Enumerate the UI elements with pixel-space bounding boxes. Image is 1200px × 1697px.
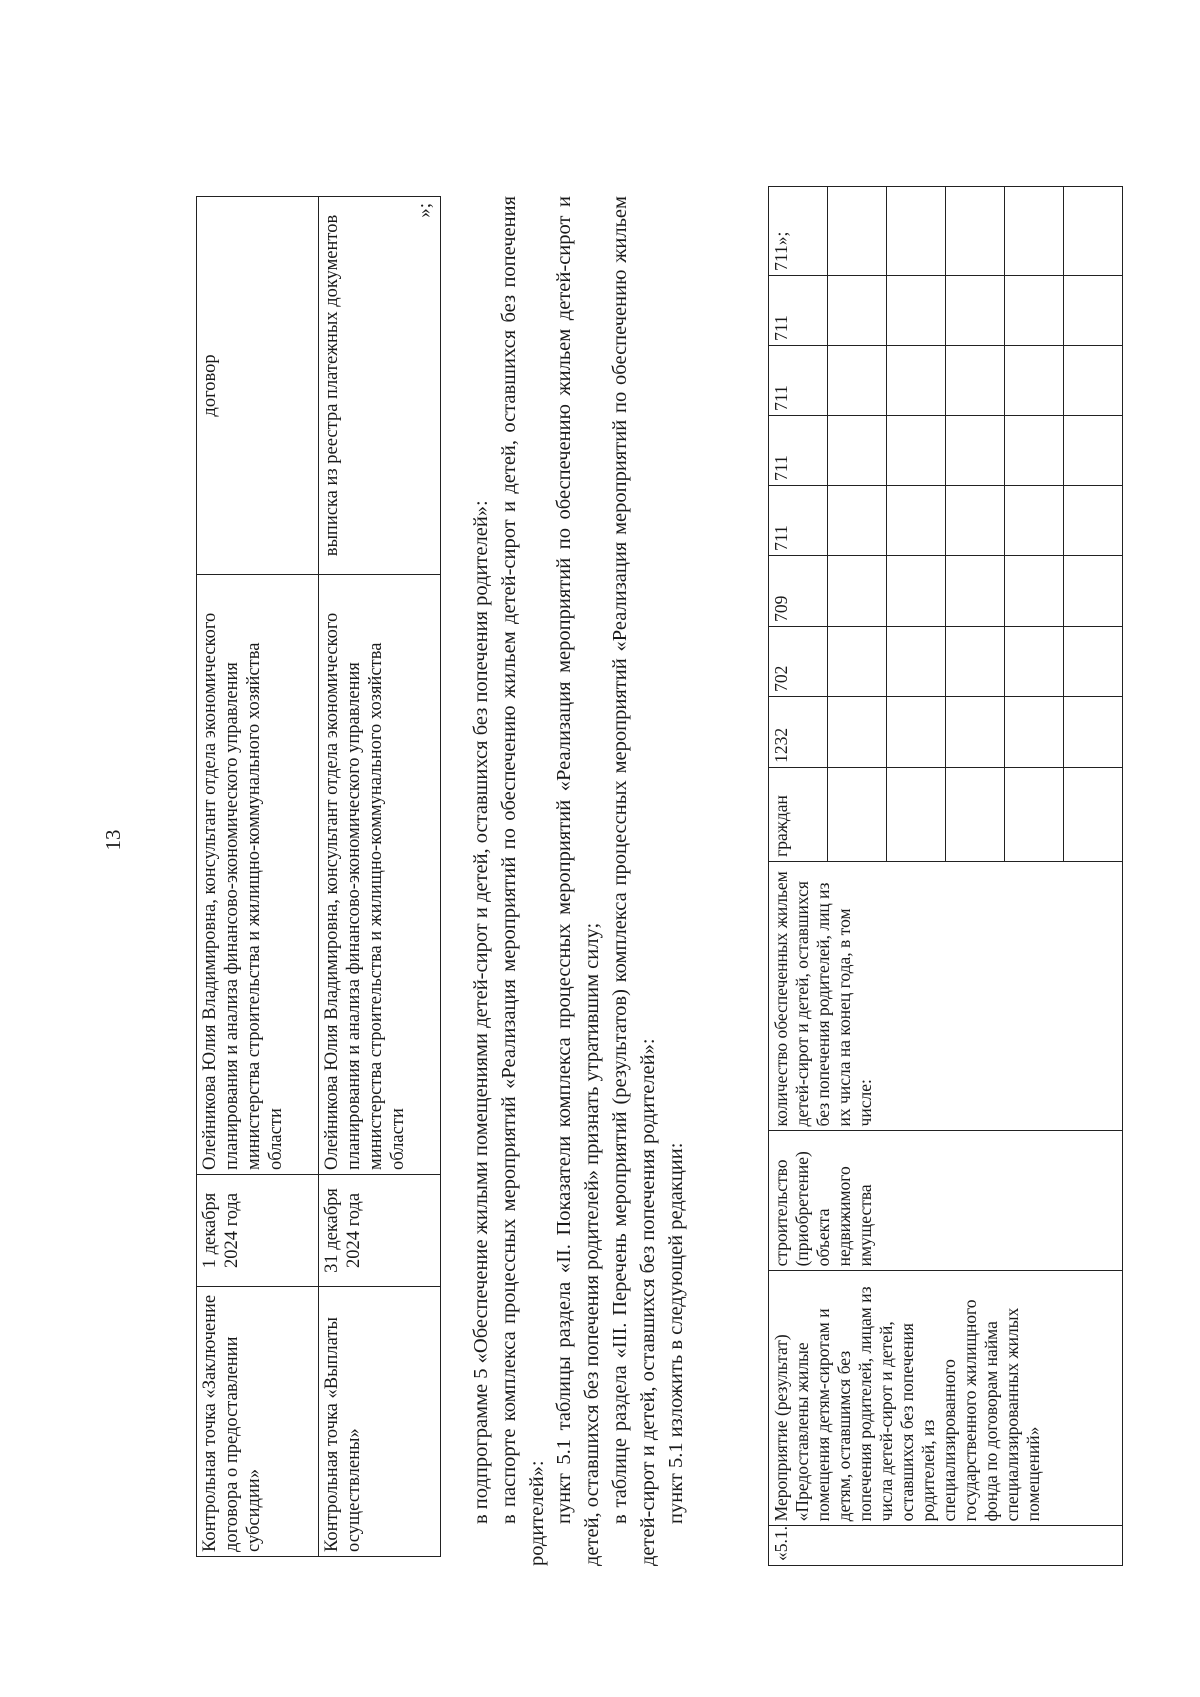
activity-indicator: количество обеспеченных жильем детей-сирот и детей, оставшихся без попечения родителей, лиц из их числа на конец года, в том числе: — [769, 861, 1123, 1131]
activity-table — [768, 186, 1123, 1566]
activity-type: строительство (приобретение) объекта недвижимого имущества — [769, 1131, 1123, 1271]
control-points-table — [196, 196, 441, 1557]
activity-title: Мероприятие (результат) «Предоставлены жилые помещения детям-сиротам и детям, оставшимся без попечения родителей, лицам из числа детей-сирот и детей, оставшихся без попечения родителей, из специализированного государственного жилищного фонда по договорам найма специализированных жилых помещений» — [769, 1271, 1123, 1526]
document-value: выписка из реестра платежных документов — [322, 214, 342, 557]
control-point-responsible: Олейникова Юлия Владимировна, консультант отдела экономического планирования и анализа финансово-экономического управления министерства строительства и жилищно-коммунального хозяйства области — [319, 575, 441, 1175]
activity-value: 711 — [769, 275, 828, 345]
paragraph: пункт 5.1 таблицы раздела «II. Показатели комплекса процессных мероприятий «Реализация мероприятий по обеспечению жильем детей-сирот и детей, оставшихся без попечения родителей» признать утратившим силу; — [553, 196, 604, 1566]
activity-unit: граждан — [769, 767, 828, 861]
activity-value: 1232 — [769, 696, 828, 767]
activity-value: 711 — [769, 415, 828, 485]
control-point-date: 31 декабря 2024 года — [319, 1175, 441, 1287]
paragraph: в паспорте комплекса процессных мероприятий «Реализация мероприятий по обеспечению жильем детей-сирот и детей, оставшихся без попечения родителей»: — [497, 196, 548, 1566]
table-close-quote: »; — [414, 203, 435, 218]
paragraph: пункт 5.1 изложить в следующей редакции: — [664, 1142, 687, 1524]
control-point-name: Контрольная точка «Заключение договора о предоставлении субсидии» — [197, 1287, 319, 1557]
activity-value: 702 — [769, 626, 828, 696]
body-text — [468, 196, 690, 1566]
control-point-date: 1 декабря 2024 года — [197, 1175, 319, 1287]
paragraph: в подпрограмме 5 «Обеспечение жилыми помещениями детей-сирот и детей, оставшихся без попечения родителей»: — [470, 500, 492, 1524]
table-row — [319, 197, 441, 1557]
control-point-document: договор — [197, 197, 319, 575]
activity-value: 711»; — [769, 187, 828, 276]
activity-number: «5.1. — [769, 1526, 1123, 1566]
control-point-name: Контрольная точка «Выплаты осуществлены» — [319, 1287, 441, 1557]
control-point-document — [319, 197, 441, 575]
paragraph: в таблице раздела «III. Перечень мероприятий (результатов) комплекса процессных мероприятий «Реализация мероприятий по обеспечению жильем детей-сирот и детей, оставшихся без попечения родителей»: — [608, 196, 659, 1566]
table-row — [769, 187, 828, 1566]
control-point-responsible: Олейникова Юлия Владимировна, консультант отдела экономического планирования и анализа финансово-экономического управления министерства строительства и жилищно-коммунального хозяйства области — [197, 575, 319, 1175]
activity-value: 711 — [769, 485, 828, 555]
activity-value: 709 — [769, 555, 828, 626]
table-row — [197, 197, 319, 1557]
activity-value: 711 — [769, 345, 828, 415]
page-number: 13 — [101, 829, 125, 851]
